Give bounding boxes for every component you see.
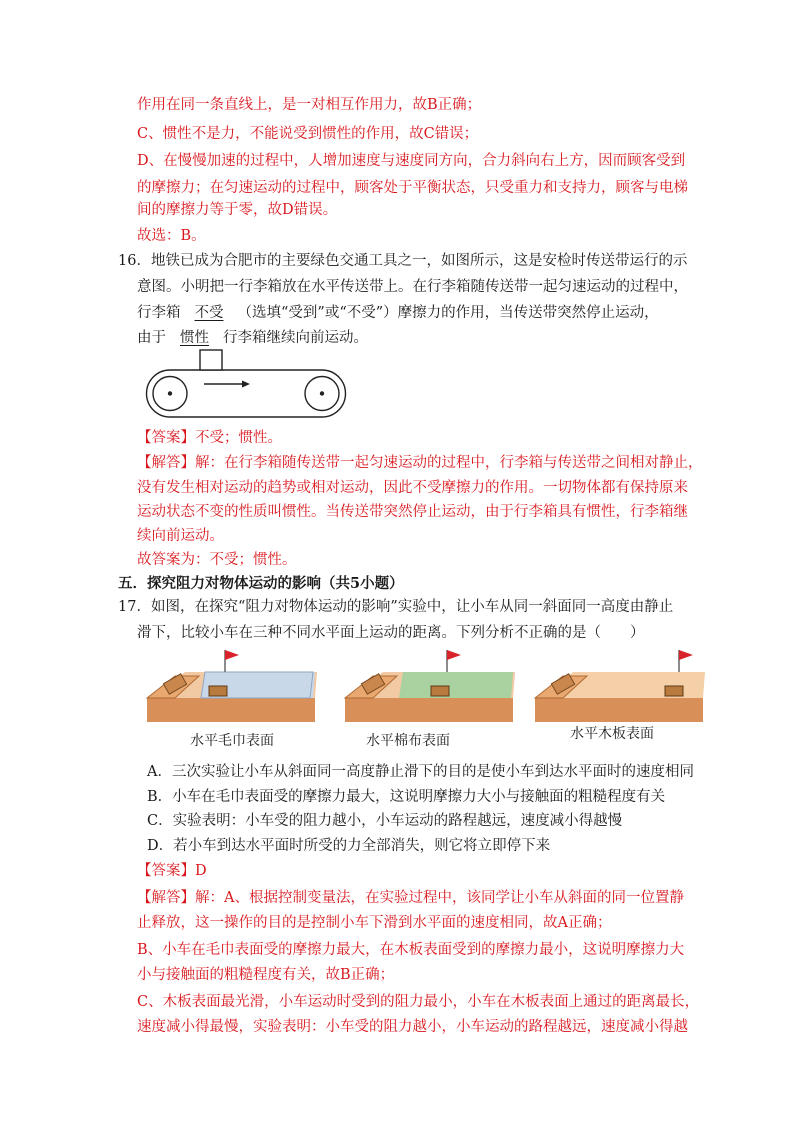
answer-blank-1: 不受 xyxy=(194,305,224,321)
luggage-box xyxy=(200,350,222,370)
q17-explain: B、小车在毛巾表面受的摩擦力最大，在木板表面受到的摩擦力最小，这说明摩擦力大 xyxy=(137,942,685,958)
board-front xyxy=(535,698,703,722)
right-pulley-axle xyxy=(320,391,324,395)
q16-final-answer: 故答案为：不受；惯性。 xyxy=(137,552,297,568)
left-pulley-axle xyxy=(168,391,172,395)
explain-line: D、在慢慢加速的过程中，人增加速度与速度同方向，合力斜向右上方，因而顾客受到 xyxy=(137,153,686,169)
option-d: D．若小车到达水平面时所受的力全部消失，则它将立即停下来 xyxy=(147,838,551,854)
q17-line2: 滑下，比较小车在三种不同水平面上运动的距离。下列分析不正确的是（ ） xyxy=(137,625,645,641)
answer-blank-2: 惯性 xyxy=(180,330,209,346)
flag-icon xyxy=(225,650,239,660)
q17-explain: 速度减小得最慢，实验表明：小车受的阻力越小，小车运动的路程越远，速度减小得越 xyxy=(137,1019,688,1035)
q16-line4-pre: 由于 xyxy=(137,330,166,346)
option-a: A．三次实验让小车从斜面同一高度静止滑下的目的是使小车到达水平面时的速度相同 xyxy=(147,764,694,780)
figure-label-towel: 水平毛巾表面 xyxy=(190,733,274,749)
explain-line: 作用在同一条直线上，是一对相互作用力，故B正确； xyxy=(137,97,482,113)
panel-wood xyxy=(535,650,705,722)
q16-line1 xyxy=(118,251,687,271)
option-c: C．实验表明：小车受的阻力越小，小车运动的路程越远，速度减小得越慢 xyxy=(147,813,623,829)
cart-icon xyxy=(431,686,449,696)
q16-answer: 【答案】不受；惯性。 xyxy=(137,430,282,446)
q16-explain: 没有发生相对运动的趋势或相对运动，因此不受摩擦力的作用。一切物体都有保持原来 xyxy=(137,480,688,496)
panel-cotton xyxy=(345,650,515,722)
q17-number: 17． xyxy=(118,599,151,615)
figure-label-cotton: 水平棉布表面 xyxy=(366,733,450,749)
q16-number: 16． xyxy=(118,253,151,269)
conveyor-belt-diagram xyxy=(142,348,350,420)
cart-icon xyxy=(665,686,683,696)
flag-icon xyxy=(679,650,693,660)
q16-text: 地铁已成为合肥市的主要绿色交通工具之一，如图所示，这是安检时传送带运行的示 xyxy=(150,253,688,269)
cotton-surface xyxy=(399,672,513,698)
q15-final-choice: 故选：B。 xyxy=(137,228,206,244)
q16-explain: 【解答】解：在行李箱随传送带一起匀速运动的过程中，行李箱与传送带之间相对静止， xyxy=(137,455,703,471)
q16-explain: 运动状态不变的性质叫惯性。当传送带突然停止运动，由于行李箱具有惯性，行李箱继 xyxy=(137,504,688,520)
cart-icon xyxy=(209,686,227,696)
q16-line2: 意图。小明把一行李箱放在水平传送带上。在行李箱随传送带一起匀速运动的过程中， xyxy=(137,279,688,295)
panel-towel xyxy=(147,650,317,722)
arrow-head-icon xyxy=(242,381,250,388)
q17-explain: C、木板表面最光滑，小车运动时受到的阻力最小，小车在木板表面上通过的距离最长， xyxy=(137,994,700,1010)
flag-icon xyxy=(447,650,461,660)
explain-line: C、惯性不是力，不能说受到惯性的作用，故C错误； xyxy=(137,126,479,142)
q17-text: 如图，在探究“阻力对物体运动的影响”实验中，让小车从同一斜面同一高度由静止 xyxy=(150,599,674,615)
q16-explain: 续向前运动。 xyxy=(137,528,224,544)
q16-line3 xyxy=(137,303,659,323)
q17-explain: 【解答】解：A、根据控制变量法，在实验过程中，该同学让小车从斜面的同一位置静 xyxy=(137,890,684,906)
q16-line3-pre: 行李箱 xyxy=(137,305,181,321)
q17-line1 xyxy=(118,597,673,617)
section-title: 五．探究阻力对物体运动的影响（共5小题） xyxy=(118,575,404,592)
q16-line3-post: （选填“受到”或“不受”）摩擦力的作用，当传送带突然停止运动， xyxy=(237,305,659,321)
q17-explain: 小与接触面的粗糙程度有关，故B正确； xyxy=(137,967,395,983)
explain-line: 间的摩擦力等于零，故D错误。 xyxy=(137,202,338,218)
figure-label-wood: 水平木板表面 xyxy=(570,726,654,742)
q16-line4-post: 行李箱继续向前运动。 xyxy=(223,330,368,346)
q17-explain: 止释放，这一操作的目的是控制小车下滑到水平面的速度相同，故A正确； xyxy=(137,915,612,931)
option-b: B．小车在毛巾表面受的摩擦力最大，这说明摩擦力大小与接触面的粗糙程度有关 xyxy=(147,789,666,805)
explain-line: 的摩擦力；在匀速运动的过程中，顾客处于平衡状态，只受重力和支持力，顾客与电梯 xyxy=(137,180,688,196)
board-front xyxy=(147,698,315,722)
q17-answer: 【答案】D xyxy=(137,863,207,879)
q16-line4 xyxy=(137,328,368,348)
board-front xyxy=(345,698,513,722)
